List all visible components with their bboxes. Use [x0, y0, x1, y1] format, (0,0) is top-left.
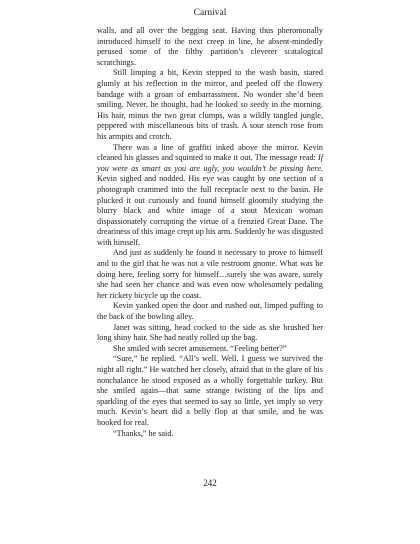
text-run: walls, and all over the begging seat. Having thus pheromonally introduced himself to the next creep in line, he absent-mindedly perused some of the filthy partition’s cleverer scatalogical scratchings. [97, 26, 323, 67]
text-run: And just as suddenly he found it necessary to prove to himself and to the girl that he was not a vile restroom gnome. What was he doing here, feeling sorry for himself…surely she was aware, surely she had seen her chance and was even now wholesomely pedaling her rickety bicycle up the coast. [97, 248, 323, 300]
paragraph [97, 354, 323, 428]
text-run: Kevin yanked open the door and rushed out, limped puffing to the back of the bowling alley. [97, 301, 323, 322]
paragraph [97, 143, 323, 249]
running-head: Carnival [193, 8, 227, 18]
paragraph [97, 68, 323, 142]
body-text [97, 26, 323, 439]
text-run: “Sure,” he replied. “All’s well. Well. I guess we survived the night all right.” He watched her closely, afraid that in the glare of his nonchalance he stood exposed as a wholly forgettable turkey. But she smiled again—that same strange twisting of the lips and sparkling of the eyes that seemed to say so little, yet imply so very much. Kevin’s heart did a belly flop at that smile, and he was hooked for real. [97, 354, 323, 427]
italic-text: If you were as smart as you are ugly, you wouldn’t be pissing here. [97, 153, 323, 173]
page-number: 242 [203, 478, 217, 488]
paragraph [97, 301, 323, 322]
text-run: Kevin sighed and nodded. His eye was caught by one section of a photograph crammed into the full receptacle next to the basin. He plucked it out curiously and found himself gloomily studying the blurry black and white image of a stout Mexican woman dispassionately corrupting the virtue of a frenzied Great Dane. The dreariness of this image crept up his arm. Suddenly he was disgusted with himself. [97, 174, 323, 247]
paragraph [97, 344, 323, 355]
paragraph [97, 26, 323, 68]
text-run: She smiled with secret amusement. “Feeling better?” [113, 343, 287, 353]
text-run: There was a line of graffiti inked above the mirror. Kevin cleaned his glasses and squinted to make it out. The message read: [97, 142, 323, 163]
paragraph [97, 429, 323, 440]
text-run: “Thanks,” he said. [113, 428, 174, 438]
text-run: Janet was sitting, head cocked to the side as she brushed her long shiny hair. She had neatly rolled up the bag. [97, 322, 323, 343]
paragraph [97, 323, 323, 344]
text-run: Still limping a bit, Kevin stepped to the wash basin, stared glumly at his reflection in the mirror, and peeled off the flowery bandage with a groan of embarrassment. No wonder she’d been smiling. Never, he thought, had he looked so seedy in the morning. His hair, minus the two great clumps, was a wildly tangled jungle, peppered with miscellaneous bits of trash. A sour stench rose from his armpits and crotch. [97, 68, 323, 141]
paragraph [97, 248, 323, 301]
